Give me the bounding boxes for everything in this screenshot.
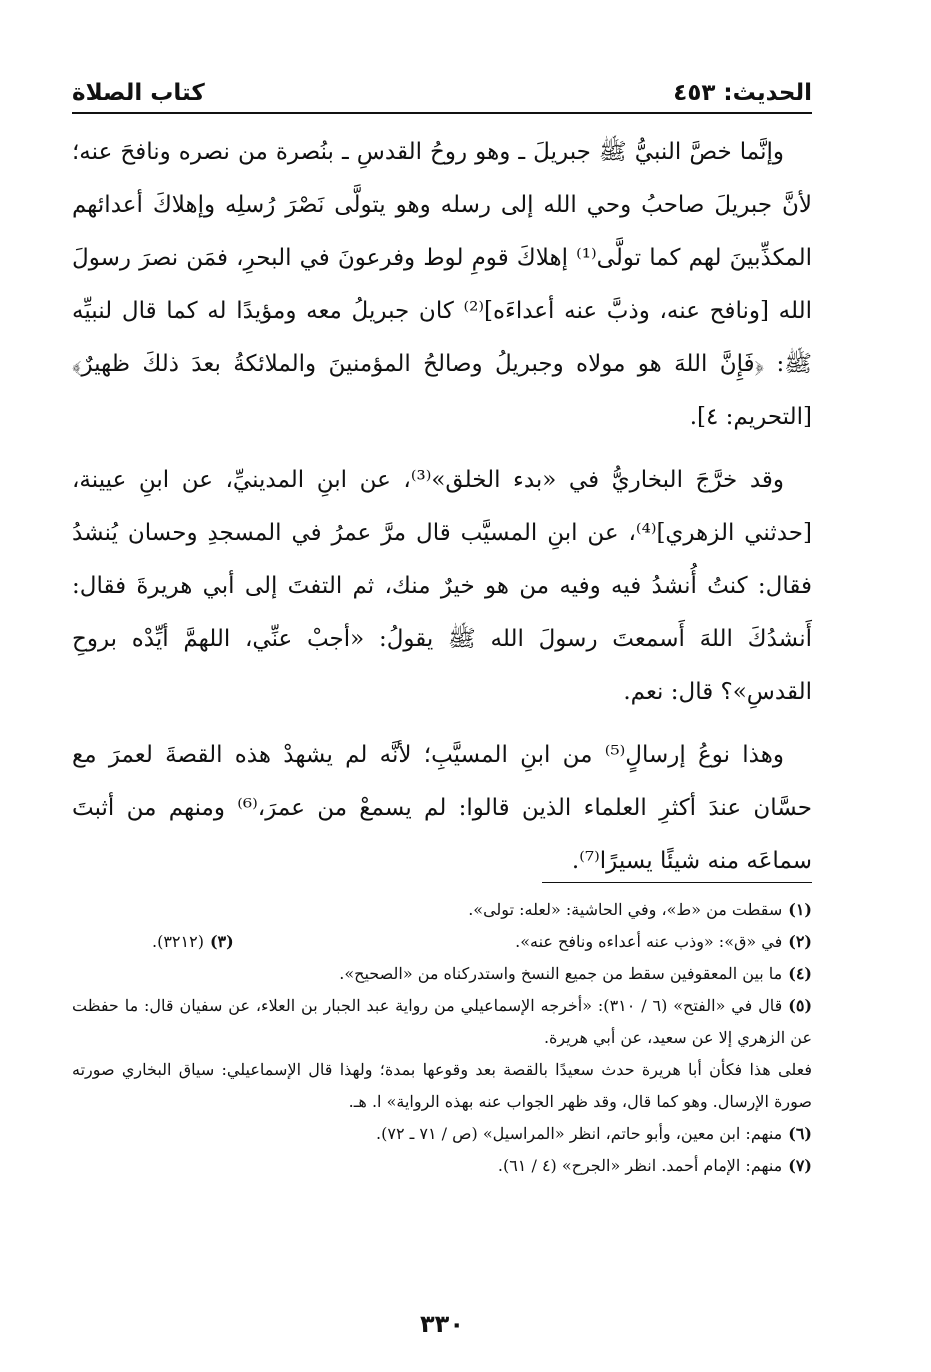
footnote-number: (٢) — [788, 932, 812, 951]
footnote-separator — [542, 882, 812, 883]
page-number: ٣٣٠ — [420, 1310, 464, 1338]
footnote-3 — [152, 926, 234, 958]
footnote-text: (٣٢١٢). — [152, 932, 204, 951]
footnote-6 — [72, 1118, 812, 1150]
footnote-text: سقطت من «ط»، وفي الحاشية: «لعله: تولى». — [468, 900, 783, 919]
footnote-7 — [72, 1150, 812, 1182]
paragraph: وهذا نوعُ إرسالٍ⁽⁵⁾ من ابنِ المسيَّبِ؛ لأنَّه لم يشهدْ هذه القصةَ لعمرَ مع حسَّان عندَ أكثرِ العلماء الذين قالوا: لم يسمعْ من عمرَ،⁽⁶⁾ ومنهم من أثبتَ سماعَه منه شيئًا يسيرًا⁽⁷⁾. — [72, 742, 812, 874]
footnote-text: منهم: ابن معين، وأبو حاتم، انظر «المراسيل» (ص / ٧١ ـ ٧٢). — [376, 1124, 783, 1143]
book-title: كتاب الصلاة — [72, 80, 205, 106]
footnote-number: (٥) — [788, 996, 813, 1015]
footnote-text: ما بين المعقوفين سقط من جميع النسخ واستدركناه من «الصحيح». — [339, 964, 783, 983]
paragraph: وإنَّما خصَّ النبيُّ ﷺ جبريلَ ـ وهو روحُ القدسِ ـ بنُصرة من نصره ونافحَ عنه؛ لأنَّ جبريلَ صاحبُ وحي الله إلى رسله وهو يتولَّى نَصْرَ رُسلِه وإهلاكَ أعدائهم المكذِّبينَ لهم كما تولَّى⁽¹⁾ إهلاكَ قومِ لوط وفرعونَ في البحرِ، فمَن نصرَ رسولَ الله [ونافح عنه، وذبَّ عنه أعداءَه]⁽²⁾ كان جبريلُ معه ومؤيدًا له كما قال لنبيِّه ﷺ: ﴿فَإِنَّ اللهَ هو مولاه وجبريلُ وصالحُ المؤمنينَ والملائكةُ بعدَ ذلكَ ظهيرٌ﴾ [التحريم: ٤]. — [72, 139, 812, 430]
running-header — [72, 78, 812, 114]
footnote-text: قال في «الفتح» (٦ / ٣١٠): «أخرجه الإسماعيلي من رواية عبد الجبار بن العلاء، عن سفيان قال: ما حفظت عن الزهري إلا عن سعيد، عن أبي هريرة. — [72, 996, 812, 1047]
footnotes — [72, 894, 812, 1182]
footnote-number: (٣) — [209, 932, 234, 951]
book-page — [72, 60, 812, 1350]
footnote-row — [72, 926, 812, 958]
paragraph: وقد خرَّجَ البخاريُّ في «بدء الخلق»⁽³⁾، عن ابنِ المدينيِّ، عن ابنِ عيينة، [حدثني الزهري]⁽⁴⁾، عن ابنِ المسيَّب قال مرَّ عمرُ في المسجدِ وحسان يُنشدُ فقال: كنتُ أُنشدُ فيه وفيه من هو خيرٌ منك، ثم التفتَ إلى أبي هريرةَ فقال: أَنشدُكَ اللهَ أَسمعتَ رسولَ الله ﷺ يقولُ: «أجبْ عنِّي، اللهمَّ أيِّدْه بروحِ القدسِ»؟ قال: نعم. — [72, 467, 813, 705]
footnote-text: في «ق»: «وذب عنه أعداءه ونافح عنه». — [515, 932, 783, 951]
footnote-number: (٤) — [788, 964, 812, 983]
footnote-number: (٦) — [788, 1124, 812, 1143]
hadith-reference: الحديث: ٤٥٣ — [673, 80, 812, 106]
footnote-text: منهم: الإمام أحمد. انظر «الجرح» (٤ / ٦١). — [497, 1156, 783, 1175]
main-text — [72, 126, 812, 898]
footnote-1 — [72, 894, 812, 926]
footnote-number: (٧) — [788, 1156, 812, 1175]
footnote-5-continuation: فعلى هذا فكأن أبا هريرة حدث سعيدًا بالقصة بعد وقوعها بمدة؛ ولهذا قال الإسماعيلي: سياق البخاري صورته صورة الإرسال. وهو كما قال، وقد ظهر الجواب عنه بهذه الرواية» ا. هـ. — [72, 1060, 812, 1111]
footnote-2 — [515, 926, 812, 958]
header-rule — [72, 112, 812, 114]
footnote-5 — [72, 990, 812, 1054]
footnote-4 — [72, 958, 812, 990]
footnote-number: (١) — [788, 900, 812, 919]
